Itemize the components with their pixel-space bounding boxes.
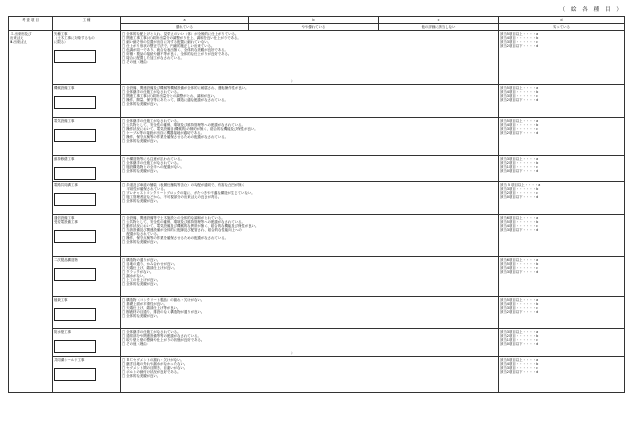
criteria-line: □ 全体的な美観が良い。 bbox=[122, 138, 161, 143]
criteria-line: □ 全体的な美観が良い。 bbox=[122, 198, 161, 203]
criteria-cell bbox=[121, 85, 499, 118]
criteria-cell bbox=[121, 31, 499, 85]
rating-scale-line: 該当3項目以下・・・・d bbox=[500, 269, 539, 274]
criteria-line: □ 色調が同一であり、統合な表出無く、全体的な美観が良好である。 bbox=[122, 47, 228, 52]
criteria-cell bbox=[121, 156, 499, 182]
criteria-line: □ 操作、保守点検等の作業を確保させるための配慮がなされている。 bbox=[122, 235, 228, 240]
rating-scale-line: 該当4項目・・・・・・c bbox=[500, 265, 538, 270]
rating-scale-line: 該当4項目・・・・・・b bbox=[500, 361, 539, 366]
work-type-cell bbox=[53, 85, 121, 118]
evaluation-item-line: 出来ばえ bbox=[10, 35, 24, 40]
rating-scale-line: 該当3項目・・・・・・c bbox=[500, 365, 538, 370]
rating-scale-cell bbox=[499, 257, 625, 297]
work-type-label: （土木工事に対象するもの bbox=[54, 35, 95, 40]
work-type-label: に限る） bbox=[54, 39, 68, 44]
rating-entry-box[interactable] bbox=[54, 50, 96, 63]
rating-scale-line: 該当3項目以上・・・・a bbox=[500, 329, 539, 334]
rating-scale-line: 該当3項目・・・・・・b bbox=[500, 186, 539, 191]
rating-scale-line: 該当3項目・・・・・・c bbox=[500, 39, 538, 44]
rating-scale-line: 該当5項目以上・・・・a bbox=[500, 85, 539, 90]
criteria-line: □ 操作、保守点検等の作業を確保させるための配慮がなされている。 bbox=[122, 134, 228, 139]
criteria-line: □ 全体継手の仕施工がなされている。 bbox=[122, 118, 181, 123]
work-type-cell bbox=[53, 297, 121, 329]
criteria-line: □ 全設備、関連設備等で土木施設との全体的な調和がとれている。 bbox=[122, 215, 225, 220]
header-a: a bbox=[121, 17, 249, 24]
criteria-line: □ 細い細そ形の位置が出自に対する配置に細れていない。 bbox=[122, 39, 212, 44]
criteria-line: □ 上工の仕上げが良い。 bbox=[122, 277, 161, 282]
rating-scale-cell bbox=[499, 329, 625, 357]
work-type-label: 電気設備工事 bbox=[54, 118, 75, 123]
header-sub-c: 他の評価に該当しない bbox=[379, 24, 499, 31]
section-row bbox=[9, 357, 625, 393]
header-d: d bbox=[499, 17, 625, 24]
rating-scale-cell bbox=[499, 118, 625, 156]
rating-entry-box[interactable] bbox=[54, 268, 96, 281]
criteria-line: □ 全体的な美観が良い。 bbox=[122, 101, 161, 106]
work-type-cell bbox=[53, 257, 121, 297]
rating-scale-line: 該当3項目以上・・・・a bbox=[500, 156, 539, 161]
rating-scale-line: 該当5項目・・・・・・b bbox=[500, 219, 539, 224]
rating-scale-line: 該当2項目以下・・・・d bbox=[500, 97, 539, 102]
rating-entry-box[interactable] bbox=[54, 340, 96, 353]
criteria-line: □ 全体継手の仕施工がなされている。 bbox=[122, 160, 181, 165]
rating-scale-cell bbox=[499, 85, 625, 118]
rating-scale-line: 該当5項目以上・・・・a bbox=[500, 31, 539, 36]
rating-entry-box[interactable] bbox=[54, 129, 96, 142]
criteria-line: □ 通常部分や関連設備等等の配慮がなされている。 bbox=[122, 333, 201, 338]
section-row bbox=[9, 329, 625, 357]
criteria-line: □ ケーブル等の接続が出自に機器接地が適切である。 bbox=[122, 130, 204, 135]
section-row bbox=[9, 297, 625, 329]
rating-scale-cell bbox=[499, 31, 625, 85]
criteria-line: □ 全体的な美観が良い。 bbox=[122, 168, 161, 173]
rating-scale-line: 該当3項目以下・・・・d bbox=[500, 227, 539, 232]
criteria-line: □ 小構造物等にも注意が払われている。 bbox=[122, 156, 184, 161]
work-type-label: 維持修繕工事 bbox=[54, 156, 75, 161]
criteria-line: □ 全体継手の仕施工がなされている。 bbox=[122, 329, 181, 334]
criteria-line: □ 好積・製品の接続や継不等が良く、全体的な仕上がりが良好である。 bbox=[122, 51, 232, 56]
rating-entry-box[interactable] bbox=[54, 193, 96, 206]
rating-scale-line: 該当5項目以上・・・・a bbox=[500, 297, 539, 302]
criteria-line: □ 動作状況において、電気設備及び機械的な異常が無く、総合的な機能及び保性が良い。 bbox=[122, 223, 259, 228]
rating-scale-cell bbox=[499, 357, 625, 393]
criteria-line: □ その他（理由： bbox=[122, 60, 151, 65]
work-type-label: 矢種工事 bbox=[54, 31, 68, 36]
criteria-line: □ 全体的な美観が良い。 bbox=[122, 240, 161, 245]
criteria-line: □ 全体的な美観が良い。 bbox=[122, 313, 161, 318]
criteria-line: □ 取り壁と壁の整線や仕上がりの状態が良好である。 bbox=[122, 337, 205, 342]
criteria-line: □ 基礎上面が平滑性が良い。 bbox=[122, 301, 167, 306]
rating-scale-line: 該当4項目・・・・・・b bbox=[500, 122, 539, 127]
criteria-line: □ 施工管理者証などから、不可視部分の出来ばえの良さが判る。 bbox=[122, 194, 222, 199]
rating-scale-line: 該当1項目・・・・・・c bbox=[500, 337, 538, 342]
criteria-line: □ 目地の通り、かみ合わせが良い。 bbox=[122, 261, 178, 266]
criteria-line: □ 操作、開量、保守等にあたって、構造に適な配慮がなされている。 bbox=[122, 97, 228, 102]
rating-scale-line: 該当2項目・・・・・・c bbox=[500, 190, 538, 195]
header-type: 工 種 bbox=[53, 17, 121, 31]
rating-scale-line: 該当0項目以下・・・・d bbox=[500, 168, 539, 173]
rating-scale-line: 該当0項目以下・・・・d bbox=[500, 341, 539, 346]
criteria-close-mark: ） bbox=[291, 350, 295, 355]
criteria-line: □ 接合に配置した加工がなされている。 bbox=[122, 56, 184, 61]
rating-scale-line: 該当2項目・・・・・・b bbox=[500, 333, 539, 338]
criteria-cell bbox=[121, 297, 499, 329]
criteria-line: □ 関連工事工事(ボ)同所出量分の調整がり仕上、調和を良い仕上がりである。 bbox=[122, 35, 241, 40]
rating-scale-line: 該当5項目以上・・・・a bbox=[500, 118, 539, 123]
work-type-cell bbox=[53, 357, 121, 393]
work-type-label: 植栽工事 bbox=[54, 297, 68, 302]
criteria-line: □ 全体的な美観が良い。 bbox=[122, 373, 161, 378]
rating-scale-line: 該当0項目以下・・・・d bbox=[500, 194, 539, 199]
work-type-label: 二次製品構造物 bbox=[54, 257, 78, 262]
evaluation-table bbox=[8, 16, 625, 393]
work-type-label: 受変電設備工事 bbox=[54, 219, 78, 224]
header-b: b bbox=[249, 17, 379, 24]
criteria-close-mark: ） bbox=[291, 78, 295, 83]
criteria-cell bbox=[121, 215, 499, 257]
work-type-label: 機械設備工事 bbox=[54, 85, 75, 90]
rating-scale-line: 該当2項目以下・・・・d bbox=[500, 130, 539, 135]
rating-scale-line: 該当2項目以下・・・・d bbox=[500, 309, 539, 314]
rating-entry-box[interactable] bbox=[54, 167, 96, 180]
work-type-cell bbox=[53, 215, 121, 257]
rating-scale-line: 該当6項目以上・・・・a bbox=[500, 257, 539, 262]
work-type-label: 共同溝シールド工事 bbox=[54, 357, 85, 362]
criteria-line: □ 歩道及び車道の舗装（表層仕舗装等含む）の勾配が適切で、有害な凸凹が無く bbox=[122, 182, 245, 187]
criteria-line: □ 漏水がない。 bbox=[122, 273, 147, 278]
rating-entry-box[interactable] bbox=[54, 230, 96, 243]
work-type-cell bbox=[53, 31, 121, 85]
rating-scale-line: 該当3項目・・・・・・c bbox=[500, 93, 538, 98]
criteria-cell bbox=[121, 357, 499, 393]
criteria-line: □ 施設構造物との全半への配慮がない。 bbox=[122, 164, 184, 169]
section-row bbox=[9, 182, 625, 215]
criteria-line: 平坦性が確保されている。 bbox=[122, 186, 168, 191]
criteria-cell bbox=[121, 257, 499, 297]
criteria-line: □ 樹液材の目通り、排設のなく構造物が通りが良い。 bbox=[122, 309, 205, 314]
rating-scale-cell bbox=[499, 182, 625, 215]
rating-scale-line: 該当 5 項目以上・・・・a bbox=[500, 182, 541, 187]
criteria-line: □ 継ぎ目地の外れや漏水がなかったない。 bbox=[122, 361, 188, 366]
criteria-cell bbox=[121, 329, 499, 357]
header-c: c bbox=[379, 17, 499, 24]
header-sub-d: 劣っている bbox=[499, 24, 625, 31]
rating-scale-line: 該当4項目・・・・・・c bbox=[500, 223, 538, 228]
evaluation-item-line: ３.出来形及び bbox=[10, 31, 32, 36]
work-type-cell bbox=[53, 156, 121, 182]
work-type-label: 電路共同溝工事 bbox=[54, 182, 78, 187]
criteria-line: □ クラックがない。 bbox=[122, 269, 154, 274]
rating-entry-box[interactable] bbox=[54, 368, 96, 381]
rating-scale-cell bbox=[499, 297, 625, 329]
rating-scale-line: 該当4項目・・・・・・b bbox=[500, 301, 539, 306]
page-title: （ 絵 各 種 目 ） bbox=[559, 7, 624, 13]
criteria-line: □ 天端仕上げ、端部仕上げが良い。 bbox=[122, 265, 178, 270]
work-type-label: 通信設備工事 bbox=[54, 215, 75, 220]
section-row bbox=[9, 257, 625, 297]
criteria-line: □ 全体的な美観が良い。 bbox=[122, 282, 161, 287]
criteria-cell bbox=[121, 118, 499, 156]
rating-scale-line: 該当5項目以上・・・・a bbox=[500, 357, 539, 362]
work-type-cell bbox=[53, 329, 121, 357]
criteria-line: □ 構造物（コンクリート製品）の割れ・欠けがない。 bbox=[122, 297, 205, 302]
evaluation-item-line: Ⅲ.出来ばえ bbox=[10, 39, 27, 44]
rating-scale-line: 該当4項目・・・・・・b bbox=[500, 89, 539, 94]
rating-scale-line: 該当4項目・・・・・・b bbox=[500, 35, 539, 40]
criteria-line: □ 天端仕上げ、端部仕上げ等が良い。 bbox=[122, 305, 181, 310]
work-type-label: 防水壁工事 bbox=[54, 329, 71, 334]
section-row bbox=[9, 215, 625, 257]
criteria-line: □ その他（理由： bbox=[122, 341, 151, 346]
criteria-line: □ 全体的な配上げと入れ、見栄えのいい（体）が全般的に仕上がりている。 bbox=[122, 31, 239, 36]
criteria-line: □ 構造物の通りが良い。 bbox=[122, 257, 161, 262]
criteria-line: □ プレキャストコンクリートブロックの接に、ガたつきや不適な構造が生じていない。 bbox=[122, 190, 255, 195]
section-row bbox=[9, 31, 625, 85]
criteria-line: □ 全設備、関連設備及び機械等機械設備が全体的に耐腐され、運転操作性が良い。 bbox=[122, 85, 249, 90]
criteria-line: □ 当該設備及び関連設備が全体的に配線及び配管され、総合的な性能向上への bbox=[122, 227, 242, 232]
criteria-cell bbox=[121, 182, 499, 215]
section-row bbox=[9, 85, 625, 118]
rating-scale-line: 該当2項目以下・・・・d bbox=[500, 369, 539, 374]
criteria-line: □ 関連工事工事(ボ)同所出量分との調整がとれ、調和が良い。 bbox=[122, 93, 218, 98]
criteria-line: □ 全体継手の仕施工がなされている。 bbox=[122, 89, 181, 94]
evaluation-item bbox=[9, 31, 53, 393]
work-type-cell bbox=[53, 118, 121, 156]
section-row bbox=[9, 156, 625, 182]
criteria-line: □ 操作状況において、電気設備目(機械的)の制約が無く、総合的な機能及び保性が良い。 bbox=[122, 126, 258, 131]
header-item: 考 査 項 目 bbox=[9, 17, 53, 31]
rating-entry-box[interactable] bbox=[54, 308, 96, 321]
criteria-line: □ セグメント間の目開き、目違いがない。 bbox=[122, 365, 188, 370]
header-sub-b: やや優れている bbox=[249, 24, 379, 31]
rating-scale-line: 該当2項目・・・・・・b bbox=[500, 160, 539, 165]
section-row bbox=[9, 118, 625, 156]
rating-scale-line: 該当3項目・・・・・・c bbox=[500, 305, 538, 310]
criteria-line: □ ボルトの締付け状況が良好である。 bbox=[122, 369, 181, 374]
rating-scale-cell bbox=[499, 215, 625, 257]
rating-entry-box[interactable] bbox=[54, 96, 96, 109]
criteria-line: □ ＲＣセグメントの割れ・欠けがない。 bbox=[122, 357, 184, 362]
rating-scale-line: 該当2項目以下・・・・d bbox=[500, 43, 539, 48]
rating-scale-line: 該当6項目以上・・・・a bbox=[500, 215, 539, 220]
rating-scale-line: 該当3項目・・・・・・c bbox=[500, 126, 538, 131]
rating-scale-cell bbox=[499, 156, 625, 182]
header-row-top bbox=[9, 17, 625, 24]
rating-scale-line: 該当1項目・・・・・・c bbox=[500, 164, 538, 169]
criteria-line: □ 仕上がり形状の整正寸法で、円細的施正しい出来ている。 bbox=[122, 43, 215, 48]
rating-scale-line: 該当5項目・・・・・・b bbox=[500, 261, 539, 266]
criteria-line: □ 公共物として、安全性の確保、環境及び維持管理等への配慮がなされている。 bbox=[122, 219, 245, 224]
criteria-line: □ 公共物として、安全性の確保、環境及び維持管理等への配慮がなされている。 bbox=[122, 122, 245, 127]
header-sub-a: 優れている bbox=[121, 24, 249, 31]
work-type-cell bbox=[53, 182, 121, 215]
criteria-line: 配慮がなされている。 bbox=[122, 231, 161, 236]
